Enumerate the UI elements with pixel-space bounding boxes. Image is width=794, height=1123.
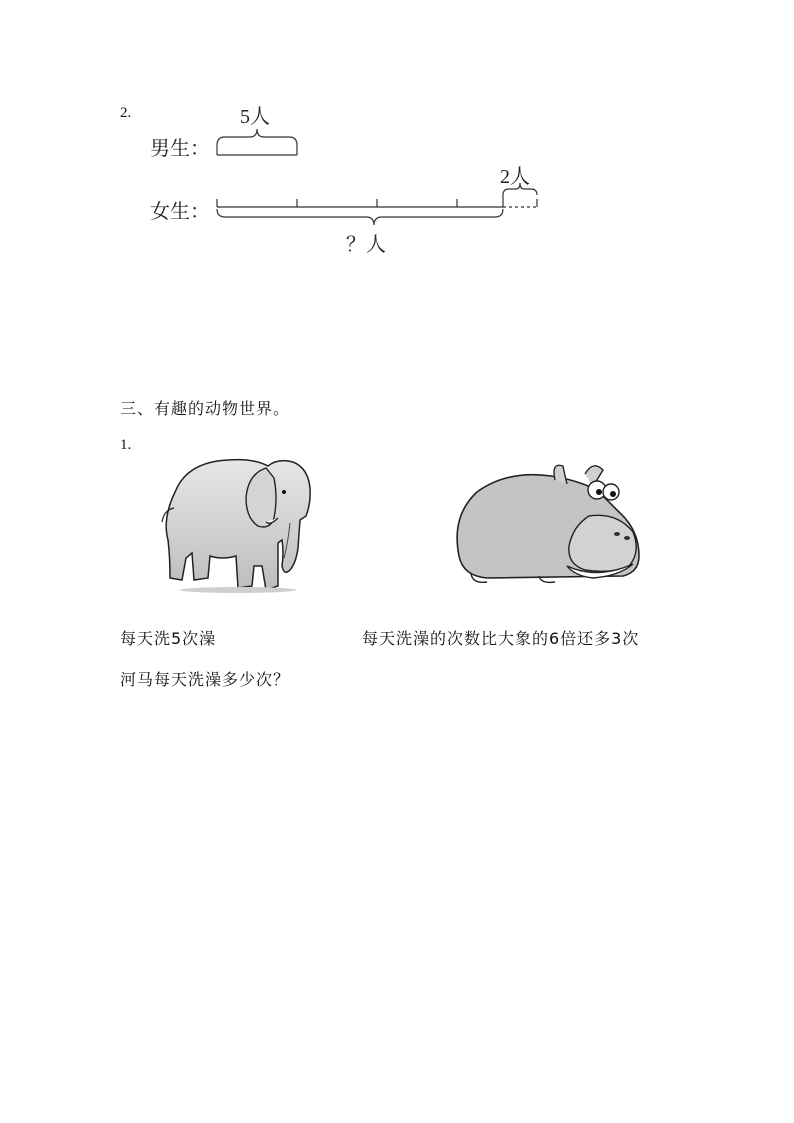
problem-number-2: 2. xyxy=(120,105,132,121)
girls-label: 女生： xyxy=(150,199,210,223)
boys-label: 男生： xyxy=(150,136,210,160)
extra-count-label: 2人 xyxy=(500,166,530,188)
elephant-caption: 每天洗5次澡 xyxy=(120,629,217,648)
hippo-caption: 每天洗澡的次数比大象的6倍还多3次 xyxy=(362,629,640,648)
unknown-total-label: ？人 xyxy=(346,234,386,256)
boys-count-label: 5人 xyxy=(240,106,270,128)
boys-brace xyxy=(217,129,297,145)
segment-diagram xyxy=(140,95,560,265)
hippo-icon xyxy=(447,456,647,586)
section-heading: 三、有趣的动物世界。 xyxy=(120,399,291,418)
girls-total-brace xyxy=(217,209,503,225)
problem-number-1: 1. xyxy=(120,437,132,453)
elephant-icon xyxy=(158,448,323,598)
question-text: 河马每天洗澡多少次？ xyxy=(120,670,291,689)
